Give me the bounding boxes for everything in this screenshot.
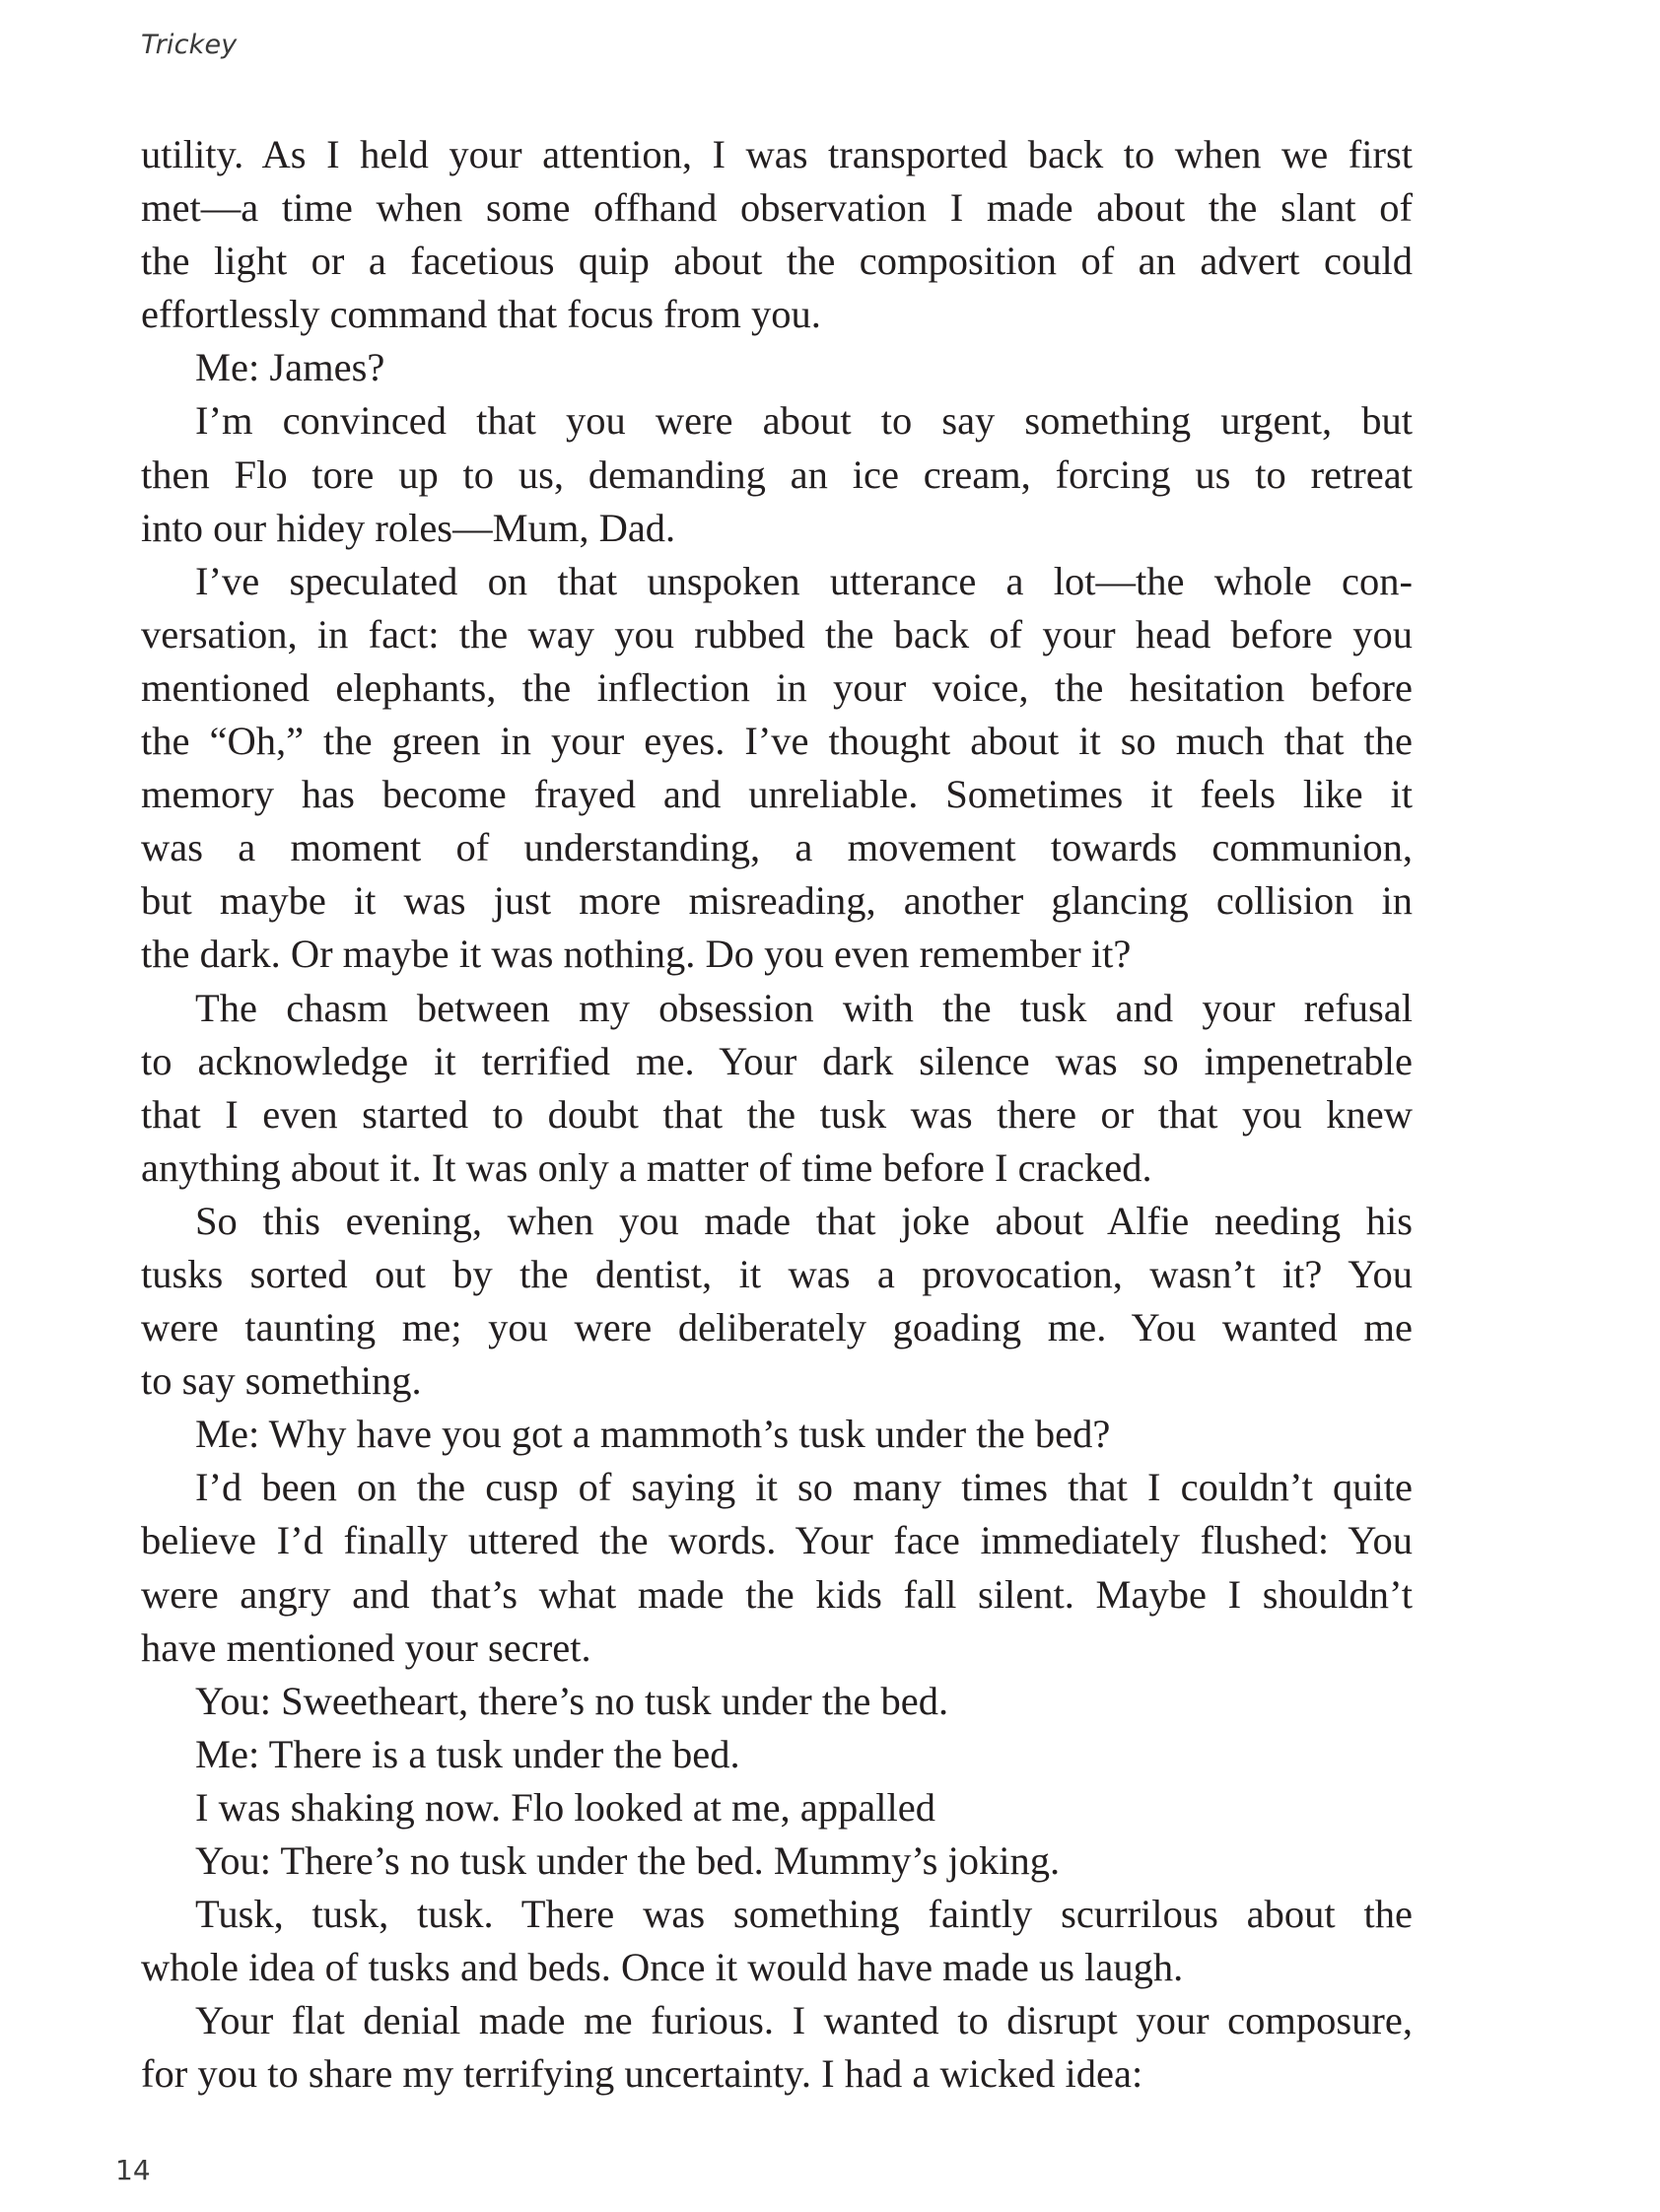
- text-line: but maybe it was just more misreading, another glancing collision in: [141, 878, 1413, 924]
- text-line: have mentioned your secret.: [141, 1624, 591, 1670]
- text-line: mentioned elephants, the inflection in your voice, the hesitation before: [141, 664, 1413, 710]
- text-line: for you to share my terrifying uncertainty. I had a wicked idea:: [141, 2051, 1143, 2097]
- text-line: that I even started to doubt that the tusk was there or that you knew: [141, 1091, 1413, 1137]
- text-line: You: There’s no tusk under the bed. Mummy’s joking.: [195, 1838, 1061, 1883]
- text-line: were angry and that’s what made the kids fall silent. Maybe I shouldn’t: [141, 1571, 1413, 1617]
- text-line: the dark. Or maybe it was nothing. Do you even remember it?: [141, 932, 1132, 977]
- text-line: effortlessly command that focus from you.: [141, 292, 821, 337]
- body-text: [141, 128, 1413, 2101]
- text-line: was a moment of understanding, a movement towards communion,: [141, 825, 1413, 870]
- text-line: Me: James?: [195, 345, 385, 390]
- text-line: I’d been on the cusp of saying it so many times that I couldn’t quite: [195, 1465, 1413, 1510]
- text-line: I’m convinced that you were about to say something urgent, but: [195, 398, 1413, 444]
- text-line: were taunting me; you were deliberately goading me. You wanted me: [141, 1305, 1413, 1350]
- text-line: Me: There is a tusk under the bed.: [195, 1731, 740, 1776]
- text-line: to say something.: [141, 1358, 422, 1404]
- text-line: The chasm between my obsession with the tusk and your refusal: [195, 985, 1413, 1030]
- page-number: 14: [115, 2154, 151, 2186]
- text-line: the “Oh,” the green in your eyes. I’ve thought about it so much that the: [141, 719, 1413, 764]
- text-line: I’ve speculated on that unspoken utterance a lot—the whole con-: [195, 558, 1413, 603]
- text-line: believe I’d finally uttered the words. Your face immediately flushed: You: [141, 1518, 1413, 1563]
- running-head: Trickey: [141, 30, 238, 60]
- text-line: versation, in fact: the way you rubbed the back of your head before you: [141, 611, 1413, 657]
- text-line: then Flo tore up to us, demanding an ice cream, forcing us to retreat: [141, 451, 1413, 497]
- text-line: So this evening, when you made that joke about Alfie needing his: [195, 1198, 1413, 1243]
- text-line: Me: Why have you got a mammoth’s tusk under the bed?: [195, 1412, 1111, 1457]
- text-line: to acknowledge it terrified me. Your dark silence was so impenetrable: [141, 1038, 1413, 1083]
- text-line: the light or a facetious quip about the composition of an advert could: [141, 239, 1413, 284]
- text-line: Your flat denial made me furious. I wanted to disrupt your composure,: [195, 1998, 1413, 2043]
- text-line: You: Sweetheart, there’s no tusk under the bed.: [195, 1678, 949, 1723]
- text-line: tusks sorted out by the dentist, it was a provocation, wasn’t it? You: [141, 1251, 1413, 1296]
- text-line: met—a time when some offhand observation I made about the slant of: [141, 185, 1413, 231]
- text-line: Tusk, tusk, tusk. There was something faintly scurrilous about the: [195, 1892, 1413, 1937]
- text-line: whole idea of tusks and beds. Once it would have made us laugh.: [141, 1945, 1184, 1990]
- text-line: into our hidey roles—Mum, Dad.: [141, 505, 676, 550]
- text-line: anything about it. It was only a matter of time before I cracked.: [141, 1144, 1152, 1190]
- text-line: utility. As I held your attention, I was transported back to when we first: [141, 132, 1413, 176]
- text-line: memory has become frayed and unreliable. Sometimes it feels like it: [141, 772, 1413, 817]
- text-line: I was shaking now. Flo looked at me, appalled: [195, 1784, 935, 1830]
